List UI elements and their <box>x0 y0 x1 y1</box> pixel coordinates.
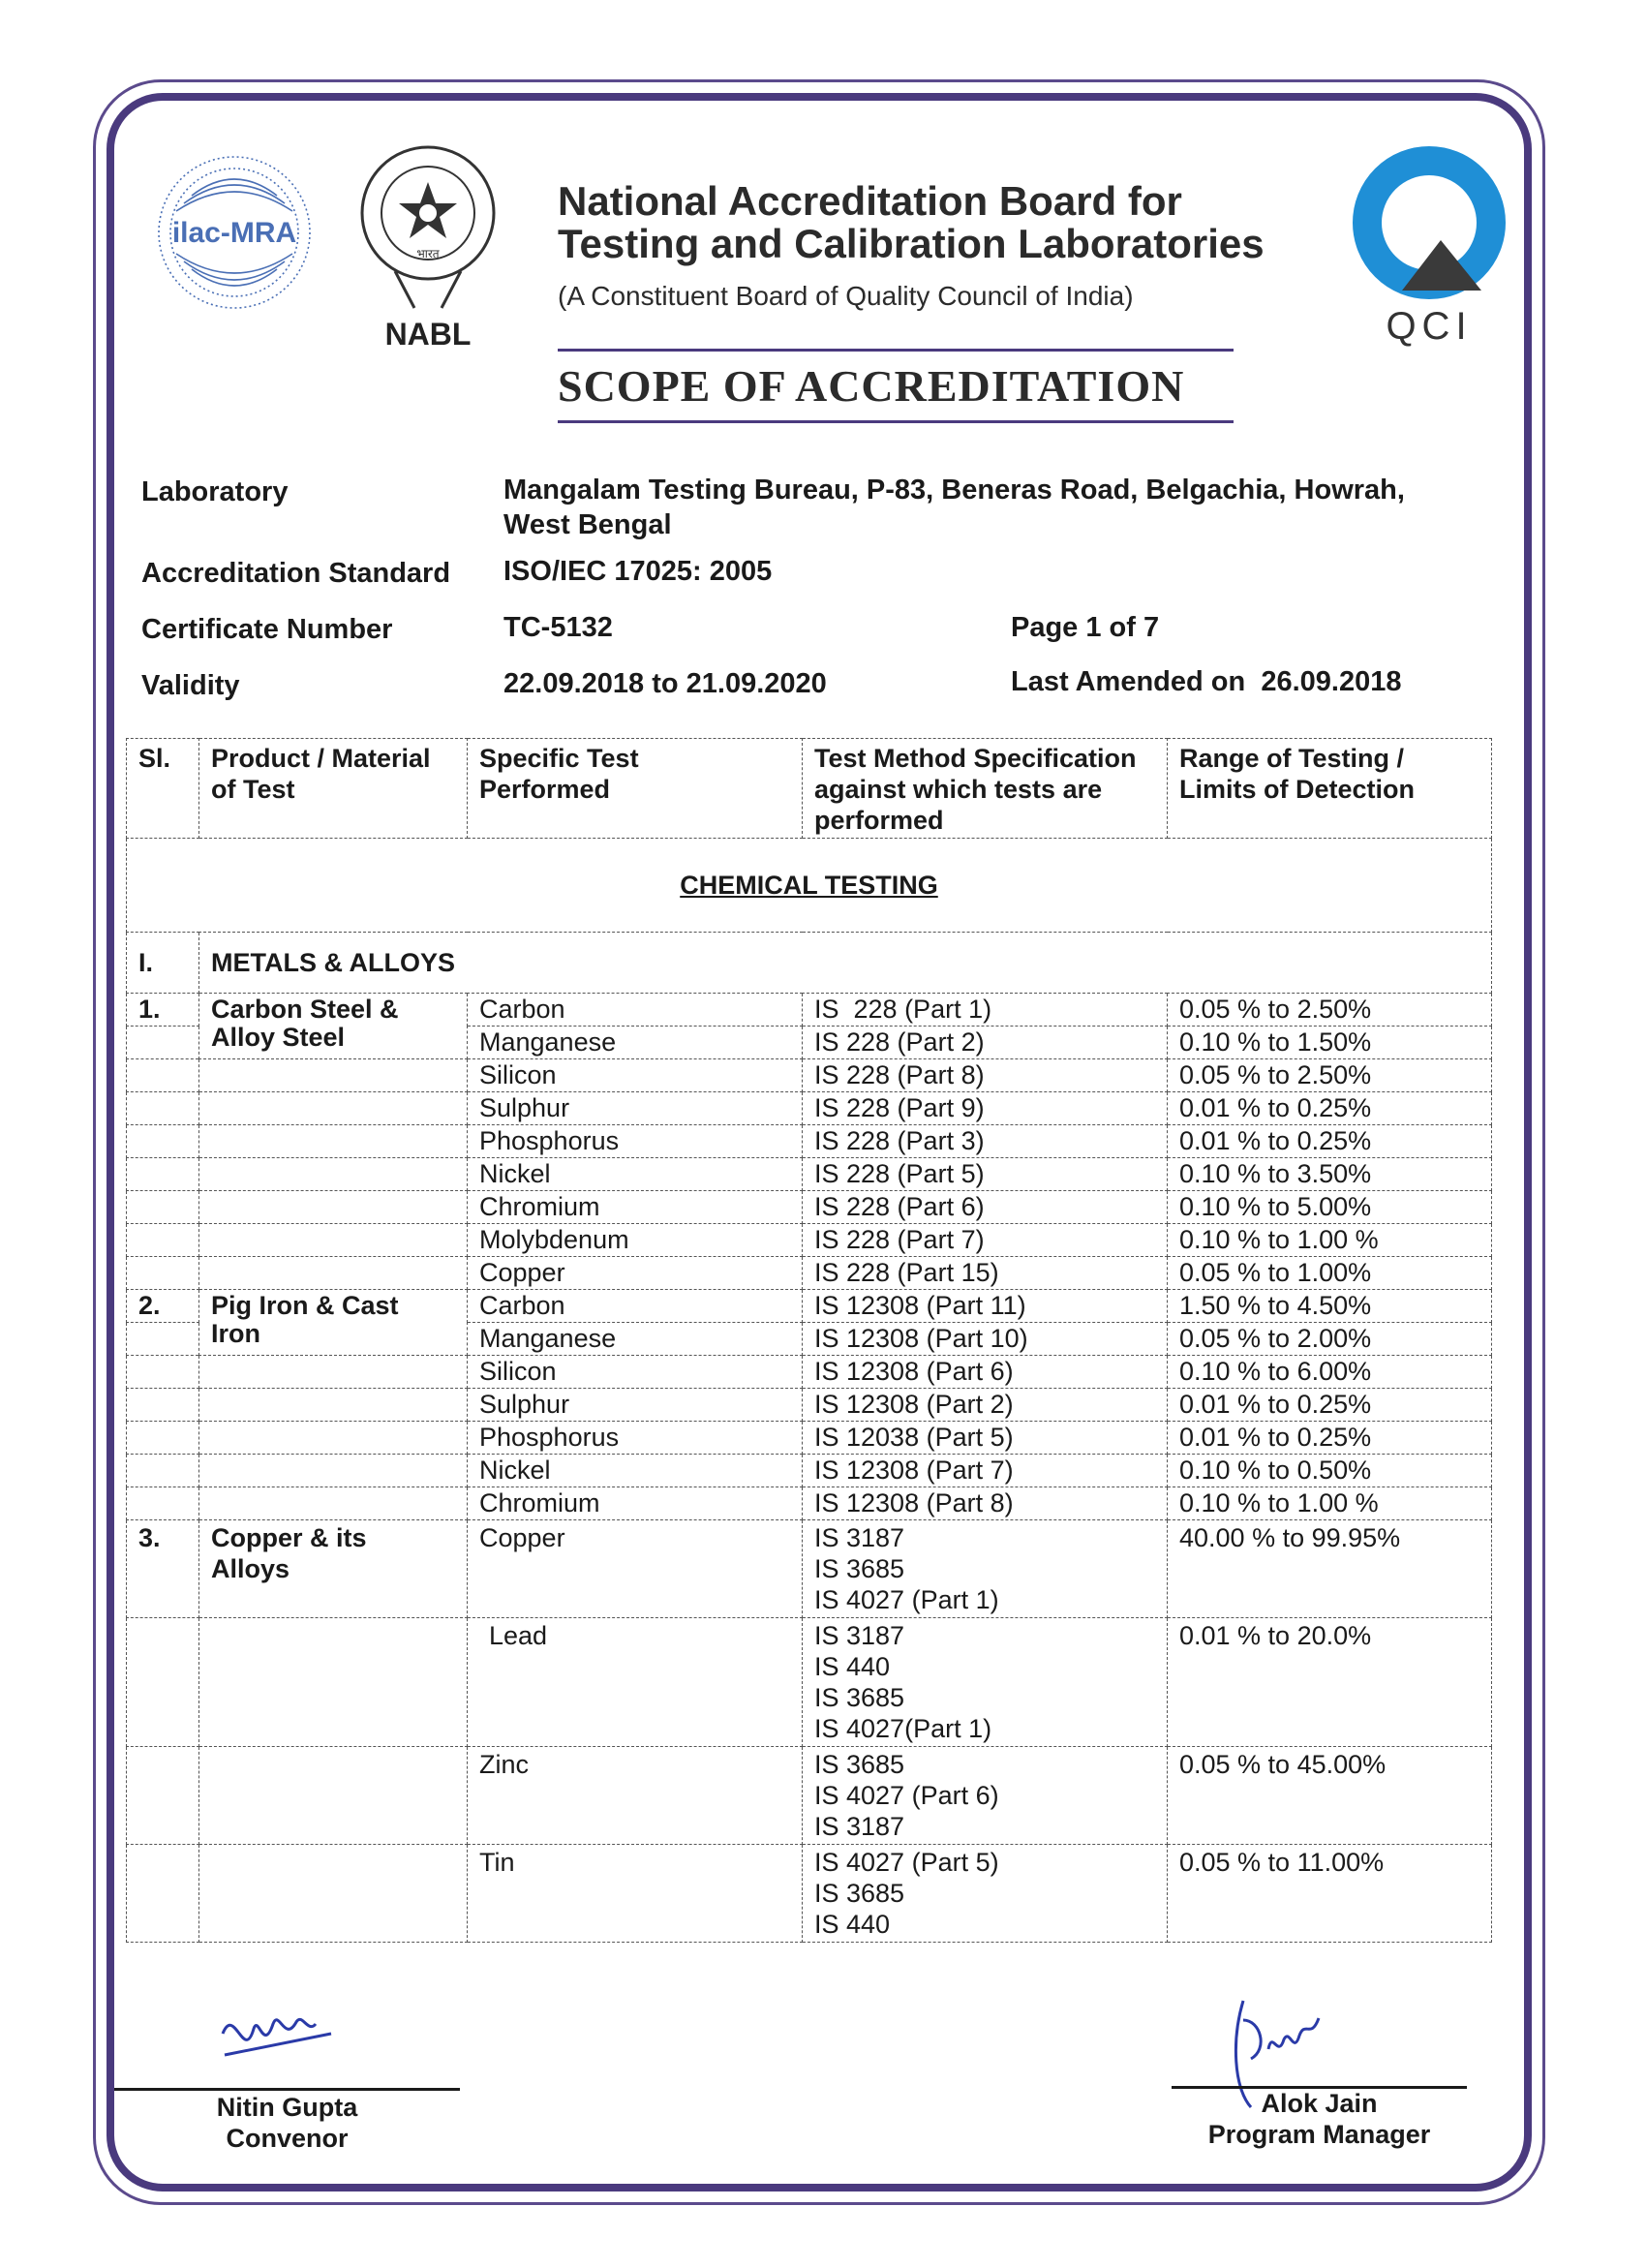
table-row <box>127 1389 1492 1422</box>
table-row <box>127 1191 1492 1224</box>
certificate-value: TC-5132 <box>503 612 613 643</box>
table-row <box>127 1747 1492 1845</box>
method-cell: IS 3187 IS 3685 IS 4027 (Part 1) <box>803 1520 1168 1618</box>
validity-label: Validity <box>141 670 240 701</box>
header-test: Specific Test Performed <box>468 739 803 839</box>
range-cell: 0.01 % to 20.0% <box>1168 1618 1492 1747</box>
header-sl: Sl. <box>127 739 199 839</box>
test-cell: Silicon <box>468 1356 803 1389</box>
table-row <box>127 1845 1492 1943</box>
test-cell: Chromium <box>468 1487 803 1520</box>
test-cell: Carbon <box>468 1290 803 1323</box>
test-cell: Sulphur <box>468 1092 803 1125</box>
left-signatory: Nitin Gupta Convenor <box>216 2093 358 2153</box>
test-cell: Zinc <box>468 1747 803 1845</box>
item-sl: 1. <box>127 994 199 1027</box>
test-cell: Manganese <box>468 1323 803 1356</box>
table-row <box>127 1290 1492 1323</box>
header-product: Product / Material of Test <box>199 739 468 839</box>
header-rule-top <box>558 349 1234 352</box>
right-signatory: Alok Jain Program Manager <box>1207 2089 1431 2149</box>
range-cell: 0.10 % to 1.00 % <box>1168 1487 1492 1520</box>
range-cell: 40.00 % to 99.95% <box>1168 1520 1492 1618</box>
table-row <box>127 1257 1492 1290</box>
item-sl: 2. <box>127 1290 199 1323</box>
item-product: Copper & its Alloys <box>199 1520 468 1618</box>
method-cell: IS 228 (Part 8) <box>803 1059 1168 1092</box>
table-row <box>127 1487 1492 1520</box>
method-cell: IS 12038 (Part 5) <box>803 1422 1168 1455</box>
scope-table <box>126 738 1492 1943</box>
range-cell: 0.05 % to 2.00% <box>1168 1323 1492 1356</box>
table-row <box>127 1618 1492 1747</box>
method-cell: IS 12308 (Part 11) <box>803 1290 1168 1323</box>
group-row <box>127 933 1492 994</box>
test-cell: Nickel <box>468 1455 803 1487</box>
range-cell: 0.05 % to 11.00% <box>1168 1845 1492 1943</box>
method-cell: IS 228 (Part 6) <box>803 1191 1168 1224</box>
range-cell: 0.10 % to 1.00 % <box>1168 1224 1492 1257</box>
method-cell: IS 4027 (Part 5) IS 3685 IS 440 <box>803 1845 1168 1943</box>
certificate-label: Certificate Number <box>141 614 393 645</box>
test-cell: Tin <box>468 1845 803 1943</box>
test-cell: Sulphur <box>468 1389 803 1422</box>
board-subtitle: (A Constituent Board of Quality Council of India) <box>558 281 1134 311</box>
range-cell: 0.01 % to 0.25% <box>1168 1125 1492 1158</box>
board-title: National Accreditation Board for Testing and Calibration Laboratories <box>558 178 1265 266</box>
standard-label: Accreditation Standard <box>141 558 451 589</box>
svg-text:ilac-MRA: ilac-MRA <box>171 217 297 249</box>
range-cell: 0.10 % to 6.00% <box>1168 1356 1492 1389</box>
range-cell: 0.01 % to 0.25% <box>1168 1422 1492 1455</box>
table-header-row <box>127 739 1492 839</box>
svg-text:NABL: NABL <box>384 317 472 352</box>
method-cell: IS 228 (Part 9) <box>803 1092 1168 1125</box>
method-cell: IS 228 (Part 7) <box>803 1224 1168 1257</box>
range-cell: 0.01 % to 0.25% <box>1168 1389 1492 1422</box>
range-cell: 0.05 % to 2.50% <box>1168 1059 1492 1092</box>
scope-title: SCOPE OF ACCREDITATION <box>558 361 1185 411</box>
test-cell: Carbon <box>468 994 803 1027</box>
test-cell: Chromium <box>468 1191 803 1224</box>
test-cell: Copper <box>468 1257 803 1290</box>
laboratory-label: Laboratory <box>141 476 289 507</box>
table-row <box>127 1092 1492 1125</box>
header-method: Test Method Specification against which tests are performed <box>803 739 1168 839</box>
range-cell: 1.50 % to 4.50% <box>1168 1290 1492 1323</box>
validity-value: 22.09.2018 to 21.09.2020 <box>503 668 827 699</box>
section-title: CHEMICAL TESTING <box>127 839 1492 933</box>
test-cell: Lead <box>468 1618 803 1747</box>
test-cell: Copper <box>468 1520 803 1618</box>
test-cell: Nickel <box>468 1158 803 1191</box>
range-cell: 0.01 % to 0.25% <box>1168 1092 1492 1125</box>
test-cell: Silicon <box>468 1059 803 1092</box>
method-cell: IS 228 (Part 2) <box>803 1027 1168 1059</box>
header-rule-bottom <box>558 420 1234 423</box>
range-cell: 0.10 % to 5.00% <box>1168 1191 1492 1224</box>
table-row <box>127 1125 1492 1158</box>
last-amended: Last Amended on 26.09.2018 <box>1011 666 1402 697</box>
table-row <box>127 1158 1492 1191</box>
method-cell: IS 12308 (Part 8) <box>803 1487 1168 1520</box>
table-row <box>127 1422 1492 1455</box>
method-cell: IS 12308 (Part 7) <box>803 1455 1168 1487</box>
method-cell: IS 12308 (Part 10) <box>803 1323 1168 1356</box>
method-cell: IS 3685 IS 4027 (Part 6) IS 3187 <box>803 1747 1168 1845</box>
test-cell: Manganese <box>468 1027 803 1059</box>
item-product: Carbon Steel & Alloy Steel <box>199 994 468 1059</box>
table-row <box>127 1224 1492 1257</box>
table-row <box>127 1059 1492 1092</box>
method-cell: IS 12308 (Part 2) <box>803 1389 1168 1422</box>
nabl-seal-logo <box>356 143 500 356</box>
range-cell: 0.05 % to 2.50% <box>1168 994 1492 1027</box>
section-row <box>127 839 1492 933</box>
group-number: I. <box>127 933 199 994</box>
header-range: Range of Testing / Limits of Detection <box>1168 739 1492 839</box>
laboratory-value: Mangalam Testing Bureau, P-83, Beneras Road, Belgachia, Howrah, West Bengal <box>503 475 1405 540</box>
table-row <box>127 1455 1492 1487</box>
range-cell: 0.10 % to 0.50% <box>1168 1455 1492 1487</box>
svg-text:QCI: QCI <box>1386 305 1473 348</box>
test-cell: Phosphorus <box>468 1422 803 1455</box>
left-signature-line <box>114 2088 460 2091</box>
method-cell: IS 228 (Part 15) <box>803 1257 1168 1290</box>
table-row <box>127 994 1492 1027</box>
method-cell: IS 228 (Part 5) <box>803 1158 1168 1191</box>
item-product: Pig Iron & Cast Iron <box>199 1290 468 1356</box>
range-cell: 0.05 % to 1.00% <box>1168 1257 1492 1290</box>
table-row <box>127 1520 1492 1618</box>
test-cell: Phosphorus <box>468 1125 803 1158</box>
ilac-mra-logo <box>155 153 314 312</box>
range-cell: 0.10 % to 3.50% <box>1168 1158 1492 1191</box>
page-number: Page 1 of 7 <box>1011 612 1160 643</box>
method-cell: IS 3187 IS 440 IS 3685 IS 4027(Part 1) <box>803 1618 1168 1747</box>
method-cell: IS 228 (Part 1) <box>803 994 1168 1027</box>
method-cell: IS 228 (Part 3) <box>803 1125 1168 1158</box>
standard-value: ISO/IEC 17025: 2005 <box>503 556 773 587</box>
test-cell: Molybdenum <box>468 1224 803 1257</box>
qci-logo <box>1344 145 1513 349</box>
range-cell: 0.05 % to 45.00% <box>1168 1747 1492 1845</box>
method-cell: IS 12308 (Part 6) <box>803 1356 1168 1389</box>
group-name: METALS & ALLOYS <box>199 933 1492 994</box>
left-signature <box>215 1995 341 2072</box>
range-cell: 0.10 % to 1.50% <box>1168 1027 1492 1059</box>
svg-text:भारत: भारत <box>416 247 440 261</box>
item-sl: 3. <box>127 1520 199 1618</box>
table-row <box>127 1356 1492 1389</box>
